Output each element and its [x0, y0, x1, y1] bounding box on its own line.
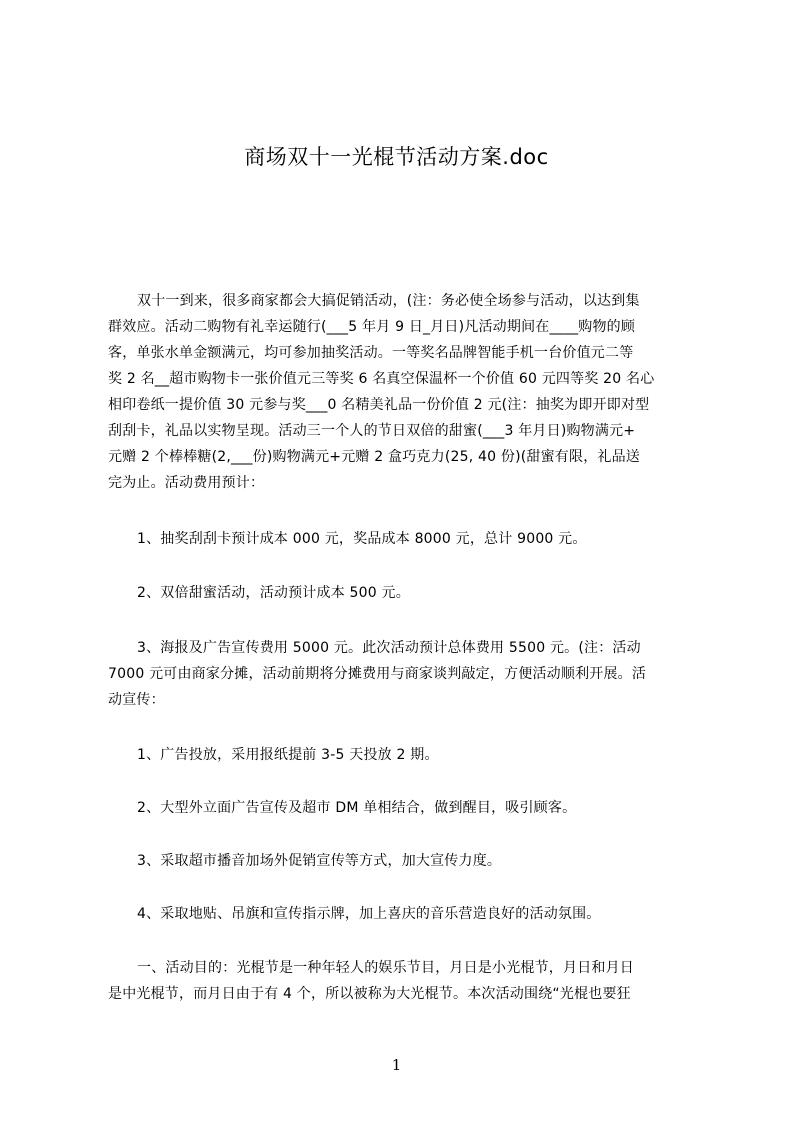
- promo-item: 3、采取超市播音加场外促销宣传等方式，加大宣传力度。: [137, 853, 502, 869]
- paragraph-line: 7000 元可由商家分摊，活动前期将分摊费用与商家谈判敲定，方便活动顺利开展。活: [108, 666, 647, 682]
- document-title: 商场双十一光棍节活动方案.doc: [244, 145, 549, 169]
- document-body: [0, 280, 712, 1020]
- paragraph-line: 3、海报及广告宣传费用 5000 元。此次活动预计总体费用 5500 元。(注：活动: [137, 640, 641, 656]
- cost-item: 2、双倍甜蜜活动，活动预计成本 500 元。: [137, 585, 410, 601]
- cost-item: 1、抽奖刮刮卡预计成本 000 元，奖品成本 8000 元，总计 9000 元。: [137, 531, 587, 547]
- promo-item: 4、采取地贴、吊旗和宣传指示牌，加上喜庆的音乐营造良好的活动氛围。: [137, 906, 601, 922]
- paragraph-line: 一、活动目的：光棍节是一种年轻人的娱乐节目，月日是小光棍节，月日和月日: [137, 960, 634, 976]
- page-number: 1: [391, 1056, 402, 1074]
- promo-item: 1、广告投放，采用报纸提前 3-5 天投放 2 期。: [137, 747, 439, 763]
- paragraph-line: 群效应。活动二购物有礼幸运随行(___5 年月 9 日_月日)凡活动期间在____购物的顾: [108, 319, 636, 335]
- paragraph-line: 相印卷纸一提价值 30 元参与奖___0 名精美礼品一份价值 2 元(注：抽奖为即开即对型: [108, 397, 650, 413]
- paragraph-line: 客，单张水单金额满元，均可参加抽奖活动。一等奖名品牌智能手机一台价值元二等: [108, 345, 634, 361]
- paragraph-line: 是中光棍节，而月日由于有 4 个，所以被称为大光棍节。本次活动围绕“光棍也要狂: [108, 986, 631, 1002]
- paragraph-line: 动宣传：: [108, 692, 165, 708]
- paragraph-line: 双十一到来，很多商家都会大搞促销活动，(注：务必使全场参与活动，以达到集: [137, 293, 640, 309]
- paragraph-line: 刮刮卡，礼品以实物呈现。活动三一个人的节日双倍的甜蜜(___3 年月日)购物满元+: [108, 423, 636, 439]
- promo-item: 2、大型外立面广告宣传及超市 DM 单相结合，做到醒目，吸引顾客。: [137, 800, 577, 816]
- paragraph-line: 元赠 2 个棒棒糖(2,___份)购物满元+元赠 2 盒巧克力(25, 40 份)(甜蜜有限，礼品送: [108, 449, 640, 465]
- paragraph-line: 奖 2 名__超市购物卡一张价值元三等奖 6 名真空保温杯一个价值 60 元四等奖 20 名心: [108, 371, 655, 387]
- paragraph-line: 完为止。活动费用预计：: [108, 475, 265, 491]
